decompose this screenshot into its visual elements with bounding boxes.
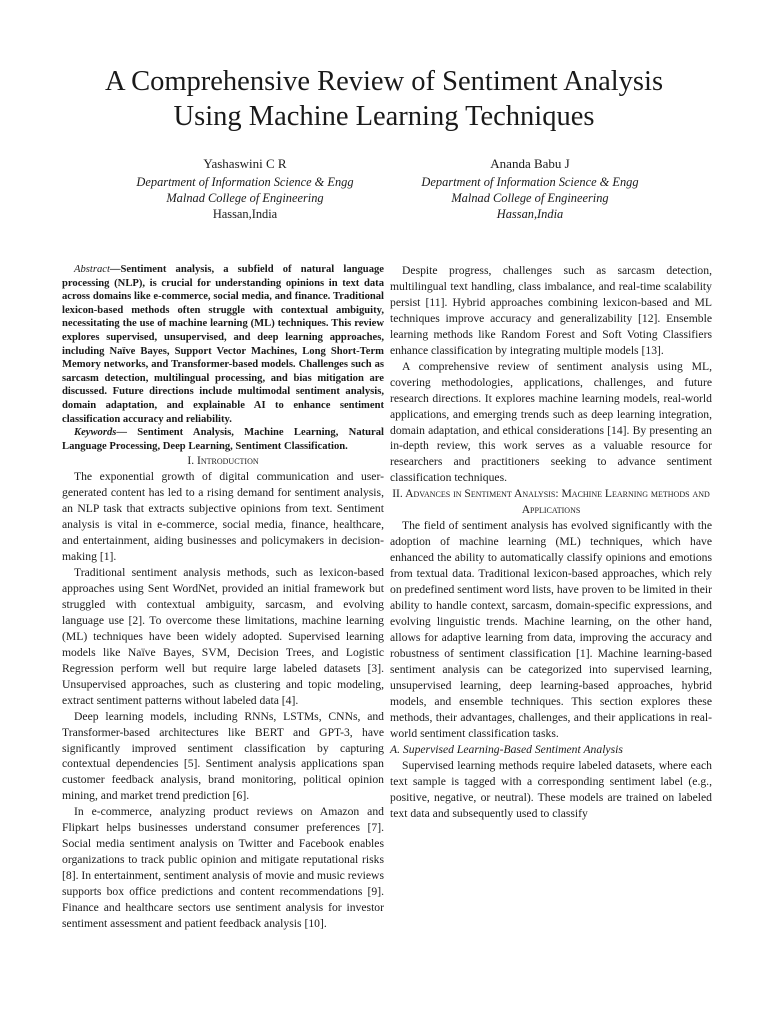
author-department: Department of Information Science & Engg	[136, 175, 354, 189]
intro-paragraph: In e-commerce, analyzing product reviews on Amazon and Flipkart helps businesses understand consumer preferences [7]. Social media sentiment analysis on Twitter and Facebook enables organizations to track public opinion and mitigate reputational risks [8]. In entertainment, sentiment analysis of movie and music reviews supports box office predictions and content recommendations [9]. Finance and healthcare sectors use sentiment analysis for investor sentiment assessment and patient feedback analysis [10].	[62, 805, 384, 930]
left-column	[62, 263, 384, 932]
title-line-2: Using Machine Learning Techniques	[173, 101, 595, 132]
keywords-label: Keywords	[74, 427, 117, 439]
right-column	[390, 263, 712, 821]
author-block-2	[380, 156, 680, 222]
intro-paragraph: Traditional sentiment analysis methods, such as lexicon-based approaches using Sent WordNet, provided an initial framework but struggled with contextual ambiguity, sarcasm, and evolving language use [2]. To overcome these limitations, machine learning (ML) techniques have been widely adopted. Supervised learning models like Naïve Bayes, SVM, Decision Trees, and Logistic Regression perform well but require large labeled datasets [3]. Unsupervised approaches, such as clustering and topic modeling, extract sentiment patterns without labeled data [4].	[62, 566, 384, 707]
author-location: Hassan,India	[496, 207, 564, 221]
author-block-1	[95, 156, 395, 222]
keywords-text: — Sentiment Analysis, Machine Learning, Natural Language Processing, Deep Learning, Sentiment Classification.	[62, 427, 384, 452]
abstract-text: —Sentiment analysis, a subfield of natural language processing (NLP), is crucial for understanding opinions in text data across domains like e-commerce, social media, and finance. Traditional lexicon-based methods often struggle with contextual ambiguity, necessitating the use of machine learning (ML) techniques. This review explores supervised, unsupervised, and deep learning approaches, including Naïve Bayes, Support Vector Machines, Long Short-Term Memory networks, and Transformer-based models. Challenges such as sarcasm detection, multilingual processing, and bias mitigation are discussed. Future directions include multimodal sentiment analysis, domain adaptation, and explainable AI to enhance sentiment classification accuracy and reliability.	[62, 264, 384, 425]
author-name: Yashaswini C R	[203, 156, 287, 171]
author-location: Hassan,India	[212, 207, 278, 221]
intro-paragraph: A comprehensive review of sentiment analysis using ML, covering methodologies, applications, challenges, and future research directions. It explores machine learning models, real-world applications, and emerging trends such as deep learning integration, domain adaptation, and ethical considerations [14]. By presenting an in-depth review, this work serves as a valuable resource for researchers and practitioners seeking to advance sentiment classification techniques.	[390, 359, 712, 485]
intro-paragraph: Deep learning models, including RNNs, LSTMs, CNNs, and Transformer-based architectures like BERT and GPT-3, have significantly improved sentiment classification by capturing contextual dependencies [5]. Sentiment analysis applications span customer feedback analysis, brand monitoring, political opinion mining, and market trend prediction [6].	[62, 709, 384, 803]
intro-paragraph: Despite progress, challenges such as sarcasm detection, multilingual text handling, class imbalance, and real-time scalability persist [11]. Hybrid approaches combining lexicon-based and ML techniques improve accuracy and generalizability [12]. Ensemble learning methods like Random Forest and Soft Voting Classifiers enhance classification by integrating multiple models [13].	[390, 264, 712, 357]
section-heading-advances: II. Advances in Sentiment Analysis: Machine Learning methods and Applications	[392, 487, 710, 517]
subsection-paragraph: Supervised learning methods require labeled datasets, where each text sample is tagged with a corresponding sentiment label (e.g., positive, negative, or neutral). These models are trained on labeled text data and subsequently used to classify	[390, 758, 712, 820]
section2-paragraph: The field of sentiment analysis has evolved significantly with the adoption of machine learning (ML) techniques, which have enhanced the ability to automatically classify opinions and emotions from textual data. Traditional lexicon-based approaches, which rely on predefined sentiment word lists, have proven to be limited in their ability to handle context, sarcasm, domain-specific expressions, and evolving linguistic trends. Machine learning, on the other hand, allows for adaptive learning from data, improving the accuracy and robustness of sentiment classification [1]. Machine learning-based sentiment analysis can be categorized into supervised learning, unsupervised learning, deep learning-based approaches, hybrid models, and ensemble techniques. This section explores these methods, their advantages, challenges, and their applications in real-world sentiment classification tasks.	[390, 519, 712, 740]
section-heading-introduction: I. Introduction	[187, 454, 259, 468]
author-college: Malnad College of Engineering	[166, 191, 324, 205]
subsection-heading-supervised: A. Supervised Learning-Based Sentiment Analysis	[390, 742, 623, 756]
abstract	[62, 263, 384, 426]
keywords	[62, 426, 384, 453]
title-line-1: A Comprehensive Review of Sentiment Analysis	[104, 66, 664, 97]
abstract-label: Abstract	[74, 264, 110, 275]
intro-paragraph: The exponential growth of digital communication and user-generated content has led to a rising demand for sentiment analysis, an NLP task that extracts subjective opinions from text. Sentiment analysis is vital in e-commerce, social media, finance, healthcare, and entertainment, aiding businesses and policymakers in decision-making [1].	[62, 470, 384, 564]
author-department: Department of Information Science & Engg	[421, 175, 639, 189]
paper-title	[0, 64, 768, 134]
author-name: Ananda Babu J	[490, 156, 570, 171]
author-college: Malnad College of Engineering	[451, 191, 609, 205]
